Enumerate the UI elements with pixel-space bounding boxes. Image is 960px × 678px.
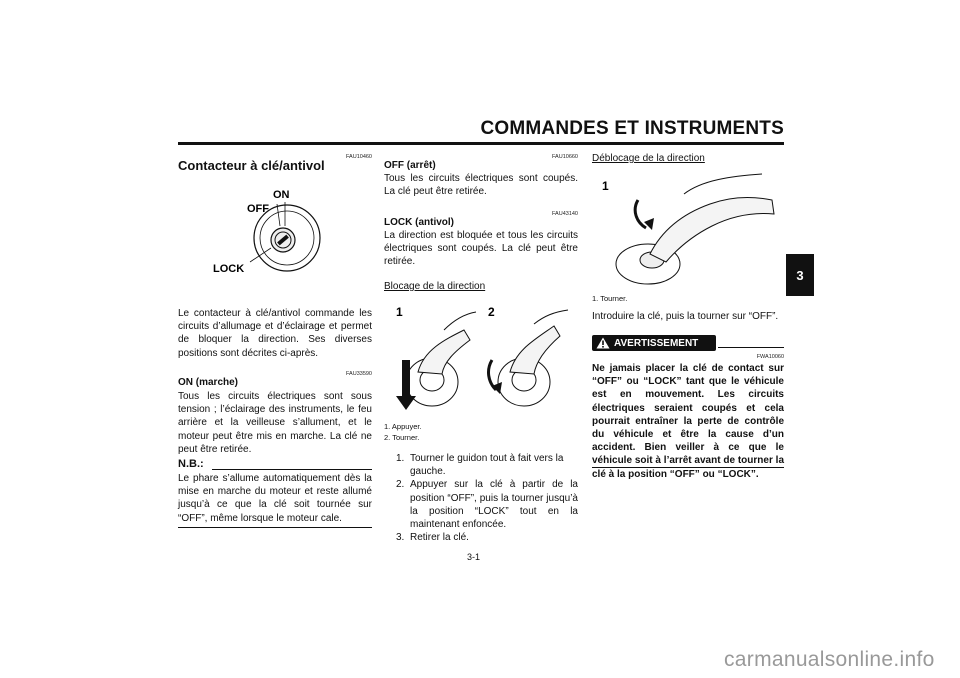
intro-paragraph: Le contacteur à clé/antivol commande les circuits d’allumage et d’éclairage et permet de bloquer la direction. Ses diverses positions sont décrites ci-après. bbox=[178, 308, 372, 359]
fig-num-1: 1 bbox=[602, 179, 609, 193]
chapter-tab: 3 bbox=[786, 254, 814, 296]
section-heading: Contacteur à clé/antivol bbox=[178, 158, 325, 173]
nb-paragraph: Le phare s’allume automatiquement dès la mise en marche du moteur et reste allumé jusqu’à ce que la clé soit tournée sur “OFF”, même lorsque le moteur cale. bbox=[178, 473, 372, 524]
figure-caption: 1. Tourner. bbox=[592, 294, 628, 303]
nb-rule-top bbox=[212, 469, 372, 470]
list-item bbox=[396, 531, 578, 544]
steering-lock-figure bbox=[384, 300, 578, 420]
step-number: 3. bbox=[396, 532, 405, 544]
warning-rule-bottom bbox=[592, 467, 784, 468]
ref-code: FAU33590 bbox=[346, 371, 372, 377]
ref-code: FAU10660 bbox=[552, 154, 578, 160]
step-number: 1. bbox=[396, 453, 405, 464]
warning-rule-top bbox=[718, 347, 784, 348]
step-text: Retirer la clé. bbox=[410, 532, 469, 544]
lock-paragraph: La direction est bloquée et tous les circuits électriques sont coupés. La clé peut être retirée. bbox=[384, 230, 578, 268]
figure-caption-2: 2. Tourner. bbox=[384, 433, 420, 442]
figure-caption-1: 1. Appuyer. bbox=[384, 422, 422, 431]
warning-label: AVERTISSEMENT bbox=[614, 337, 699, 349]
lock-title: LOCK (antivol) bbox=[384, 217, 454, 228]
on-title: ON (marche) bbox=[178, 377, 239, 388]
page-number: 3-1 bbox=[467, 552, 481, 562]
ignition-switch-figure bbox=[205, 182, 335, 282]
header-rule bbox=[178, 142, 784, 145]
unlock-intro: Introduire la clé, puis la tourner sur “OFF”. bbox=[592, 311, 779, 322]
watermark-text: carmanualsonline.info bbox=[724, 648, 935, 671]
on-paragraph: Tous les circuits électriques sont sous tension ; l’éclairage des instruments, le feu arrière et la veilleuse s’allument, et le moteur peut être mis en marche. La clé ne peut être retirée. bbox=[178, 391, 372, 455]
off-title: OFF (arrêt) bbox=[384, 160, 436, 171]
fig-label-off: OFF bbox=[247, 203, 269, 215]
fig-label-lock: LOCK bbox=[213, 263, 245, 275]
step-text: Tourner le guidon tout à fait vers la gauche. bbox=[410, 453, 564, 478]
steering-unlock-figure bbox=[592, 170, 786, 290]
steps-list bbox=[396, 452, 578, 544]
ref-code: FAU43140 bbox=[552, 211, 578, 217]
deblocage-title: Déblocage de la direction bbox=[592, 153, 705, 164]
warning-paragraph: Ne jamais placer la clé de contact sur “OFF” ou “LOCK” tant que le véhicule est en mouvement. Les circuits électriques seraient coupés et cela pourrait entraîner la perte de contrôle du véhicule et être la cause d’un accident. Bien veiller à ce que le véhicule soit à l’arrêt avant de tourner la clé à la position “OFF” ou “LOCK”. bbox=[592, 363, 784, 480]
off-paragraph: Tous les circuits électriques sont coupés. La clé peut être retirée. bbox=[384, 173, 578, 198]
warning-banner bbox=[592, 335, 716, 351]
nb-label: N.B.: bbox=[178, 458, 204, 470]
blocage-title: Blocage de la direction bbox=[384, 281, 486, 292]
step-text: Appuyer sur la clé à partir de la position “OFF”, puis la tourner jusqu’à la position “LOCK” tout en la maintenant enfoncée. bbox=[410, 479, 578, 531]
nb-rule-bottom bbox=[178, 527, 372, 528]
fig-label-on: ON bbox=[273, 189, 290, 201]
page-header-title: COMMANDES ET INSTRUMENTS bbox=[480, 118, 784, 139]
warning-triangle-icon bbox=[596, 337, 610, 349]
ref-code: FAU10460 bbox=[346, 154, 372, 160]
fig-num-1: 1 bbox=[396, 305, 403, 319]
list-item bbox=[396, 452, 578, 478]
step-number: 2. bbox=[396, 479, 405, 491]
list-item bbox=[396, 478, 578, 531]
ref-code: FWA10060 bbox=[756, 354, 784, 360]
fig-num-2: 2 bbox=[488, 305, 495, 319]
